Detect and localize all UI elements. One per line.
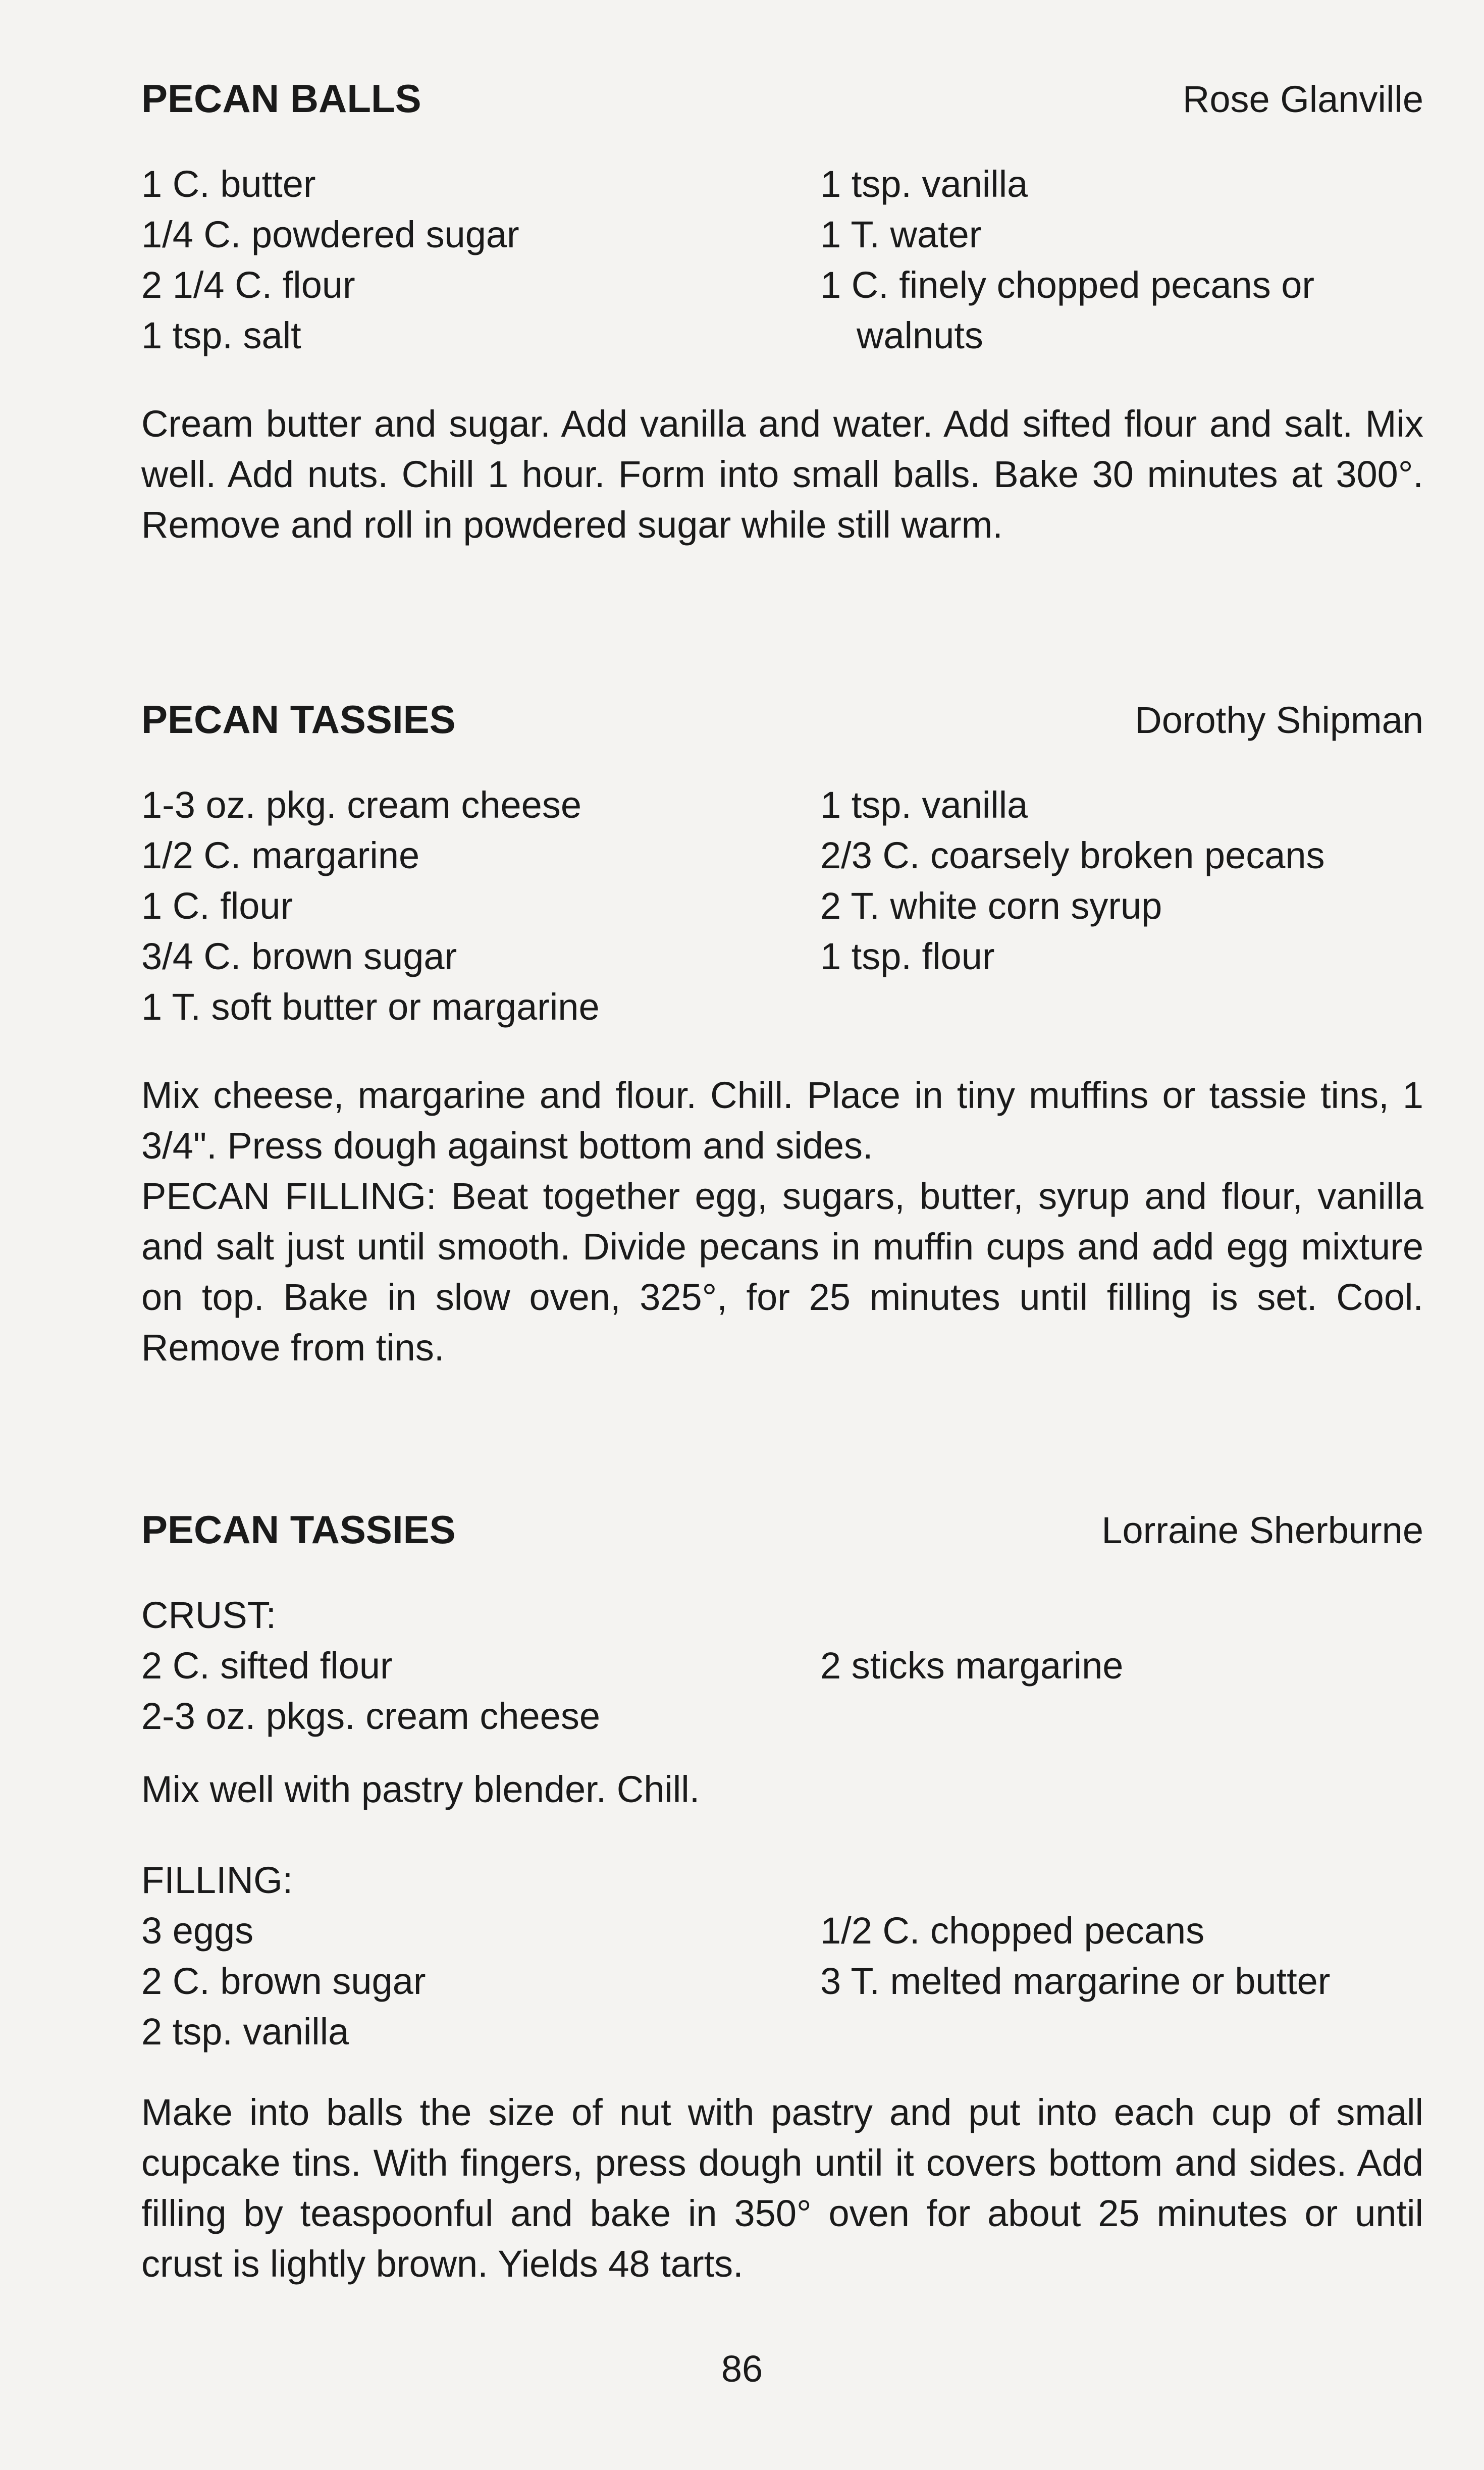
- ingredient: 3 eggs: [141, 1910, 254, 1952]
- recipe-title: PECAN TASSIES: [141, 697, 456, 742]
- ingredients-left-column: [141, 1641, 820, 1742]
- recipe-author: Dorothy Shipman: [1135, 699, 1423, 741]
- recipe-directions: Cream butter and sugar. Add vanilla and water. Add sifted flour and salt. Mix well. Add nuts. Chill 1 hour. Form into small balls. Bake 30 minutes at 300°. Remove and roll in powdered sugar while still warm.: [141, 403, 1423, 546]
- ingredients-right-column: [820, 1641, 1423, 1742]
- ingredient: 2 C. sifted flour: [141, 1645, 393, 1687]
- recipe-directions: Mix cheese, margarine and flour. Chill. Place in tiny muffins or tassie tins, 1 3/4". Press dough against bottom and sides.: [141, 1074, 1423, 1167]
- filling-label: FILLING:: [141, 1859, 293, 1901]
- recipe-directions: Make into balls the size of nut with pastry and put into each cup of small cupcake tins. With fingers, press dough until it covers bottom and sides. Add filling by teaspoonful and bake in 350° oven for about 25 minutes or until crust is lightly brown. Yields 48 tarts.: [141, 2091, 1423, 2285]
- ingredient: 2/3 C. coarsely broken pecans: [820, 834, 1325, 876]
- ingredient: 1/2 C. margarine: [141, 834, 420, 876]
- ingredient: 1 tsp. vanilla: [820, 784, 1028, 826]
- ingredient: 1 C. flour: [141, 885, 293, 927]
- ingredient: 3/4 C. brown sugar: [141, 935, 457, 977]
- ingredient: 2 1/4 C. flour: [141, 264, 355, 306]
- ingredient: 1 C. butter: [141, 163, 316, 205]
- recipe-title: PECAN BALLS: [141, 76, 421, 121]
- recipe-author: Rose Glanville: [1182, 78, 1423, 120]
- recipe-header: [141, 1507, 1423, 1567]
- ingredients-right-column: [820, 159, 1423, 361]
- ingredient: 2 T. white corn syrup: [820, 885, 1162, 927]
- ingredient: 2 C. brown sugar: [141, 1960, 426, 2002]
- crust-label: CRUST:: [141, 1594, 277, 1636]
- recipe-filling-directions: PECAN FILLING: Beat together egg, sugars, butter, syrup and flour, vanilla and salt just until smooth. Divide pecans in muffin cups and add egg mixture on top. Bake in slow oven, 325°, for 25 minutes until filling is set. Cool. Remove from tins.: [141, 1175, 1423, 1369]
- ingredient: 2-3 oz. pkgs. cream cheese: [141, 1695, 600, 1737]
- recipe-pecan-tassies-sherburne: [141, 1507, 1423, 2289]
- ingredient-continued: walnuts: [857, 314, 983, 356]
- crust-directions: Mix well with pastry blender. Chill.: [141, 1768, 700, 1810]
- ingredient: 1-3 oz. pkg. cream cheese: [141, 784, 581, 826]
- ingredient: 1 tsp. vanilla: [820, 163, 1028, 205]
- ingredient: 1 tsp. salt: [141, 314, 301, 356]
- ingredients-left-column: [141, 159, 820, 361]
- recipe-header: [141, 76, 1423, 136]
- ingredients-right-column: [820, 1906, 1423, 2057]
- ingredient-list: [141, 159, 1423, 361]
- page-number: 86: [721, 2348, 763, 2390]
- ingredient: 3 T. melted margarine or butter: [820, 1960, 1331, 2002]
- ingredients-left-column: [141, 780, 820, 1032]
- recipe-header: [141, 697, 1423, 757]
- filling-ingredient-list: [141, 1906, 1423, 2057]
- ingredient: 1/4 C. powdered sugar: [141, 214, 519, 255]
- ingredient: 1 T. soft butter or margarine: [141, 986, 600, 1028]
- ingredient: 2 tsp. vanilla: [141, 2011, 349, 2053]
- ingredient: 1 tsp. flour: [820, 935, 995, 977]
- ingredient: 2 sticks margarine: [820, 1645, 1124, 1687]
- recipe-author: Lorraine Sherburne: [1101, 1509, 1423, 1551]
- ingredients-left-column: [141, 1906, 820, 2057]
- ingredient: 1 T. water: [820, 214, 982, 255]
- ingredient-list: [141, 780, 1423, 1032]
- ingredient: 1/2 C. chopped pecans: [820, 1910, 1205, 1952]
- ingredients-right-column: [820, 780, 1423, 1032]
- ingredient: 1 C. finely chopped pecans or: [820, 264, 1315, 306]
- crust-ingredient-list: [141, 1641, 1423, 1742]
- recipe-title: PECAN TASSIES: [141, 1507, 456, 1552]
- recipe-pecan-tassies-shipman: [141, 697, 1423, 1507]
- recipe-pecan-balls: [141, 76, 1423, 697]
- recipe-page: [141, 76, 1423, 2289]
